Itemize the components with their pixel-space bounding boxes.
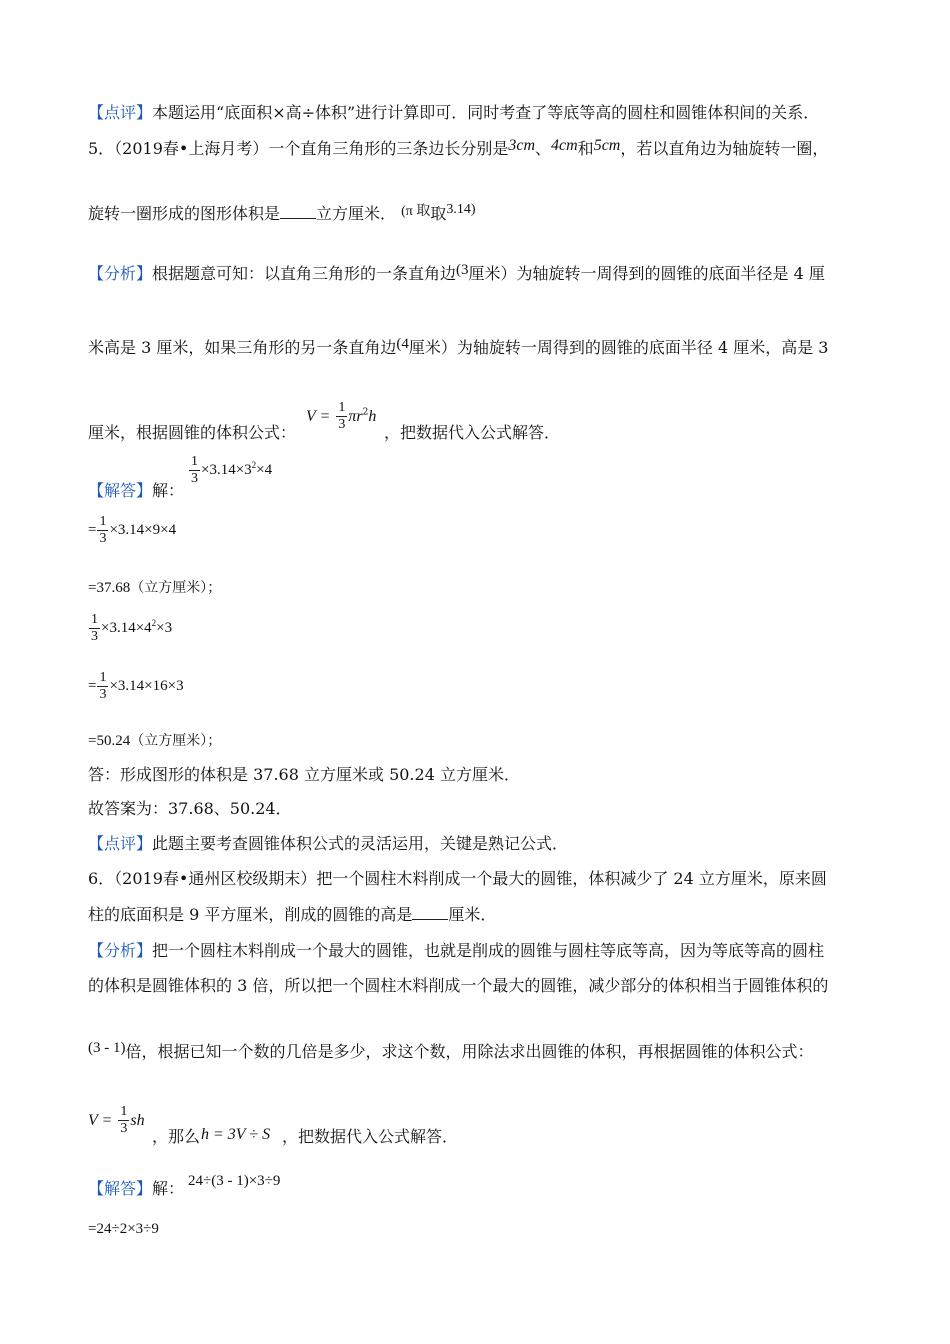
analysis-5-line-2: [88, 337, 828, 360]
question-6-line-2: [88, 904, 496, 926]
analysis-6-line-2: 的体积是圆锥体积的 3 倍，所以把一个圆柱木料削成一个最大的圆锥，减少部分的体积相当于圆锥体积的: [88, 976, 829, 995]
cone-formula-2: [88, 1104, 145, 1137]
formula-h: h: [368, 408, 377, 425]
q5-take: 取: [430, 204, 447, 223]
analysis-text-3: 米高是 3 厘米，如果三角形的另一条直角边: [88, 338, 397, 357]
q5-314: 3.14): [446, 202, 476, 217]
question-6-line-1: 6．（2019春•通州区校级期末）把一个圆柱木料削成一个最大的圆锥，体积减少了 24 立方厘米，原来圆: [88, 869, 827, 888]
formula-v: V =: [88, 1112, 113, 1129]
solution-expr-2: =24÷2×3÷9: [88, 1221, 159, 1237]
frac-num: 1: [99, 514, 107, 529]
q5-sep: 、: [535, 139, 552, 158]
expr-1-body: ×3.14×3: [201, 462, 252, 478]
q5-and: 和: [577, 139, 594, 158]
analysis-text-6: ，把数据代入公式解答．: [384, 423, 561, 442]
analysis-3: (3: [456, 262, 469, 278]
expr-1-sq: 2: [251, 460, 257, 470]
expr-1-frac: [189, 454, 200, 487]
result-1-unit: （立方厘米）；: [130, 580, 222, 596]
frac-num: 1: [338, 400, 346, 415]
solution-jie: 解：: [152, 481, 185, 500]
solution-tag: 【解答】: [88, 1179, 153, 1198]
analysis-6-line-1: [88, 940, 824, 962]
review-line-q4: [88, 102, 819, 124]
answer-line: 答：形成图形的体积是 37.68 立方厘米或 50.24 立方厘米．: [88, 765, 520, 784]
analysis-tag: 【分析】: [88, 264, 153, 283]
result-2-value: =50.24: [88, 733, 131, 749]
eq: =: [88, 677, 97, 694]
eq: =: [88, 521, 97, 538]
analysis-text-5: 厘米，根据圆锥的体积公式：: [88, 423, 297, 442]
review-tag: 【点评】: [88, 834, 153, 853]
q5-pi: (π 取: [401, 204, 431, 219]
frac-den: 3: [91, 629, 98, 645]
analysis-6-line-3: [88, 1041, 814, 1064]
analysis-text-4: 厘米）为轴旋转一周得到的圆锥的底面半径 4 厘米，高是 3: [408, 338, 829, 357]
question-5-line-2: [88, 203, 476, 227]
expr-5-body: ×3.14×16×3: [109, 677, 184, 694]
final-answer-line: 故答案为：37.68、50.24．: [88, 799, 292, 818]
analysis-5-line-1: [88, 263, 825, 286]
solution-jie: 解：: [152, 1179, 185, 1198]
frac-num: 1: [120, 1104, 128, 1119]
frac-den: 3: [338, 417, 346, 432]
expr-1: [188, 454, 272, 487]
analysis-text: 把一个圆柱木料削成一个最大的圆锥，也就是削成的圆锥与圆柱等底等高，因为等底等高的圆柱: [152, 941, 825, 960]
formula-fraction: [118, 1104, 129, 1137]
frac-den: 3: [99, 687, 107, 702]
frac-num: 1: [99, 670, 107, 685]
analysis-tag: 【分析】: [88, 941, 153, 960]
analysis-text-4: ，那么: [152, 1127, 201, 1146]
frac-den: 3: [120, 1121, 128, 1136]
frac-num: 1: [191, 454, 198, 470]
expr-5: [88, 670, 184, 703]
frac-den: 3: [99, 531, 107, 546]
q5-5cm: 5cm: [593, 137, 621, 154]
expr-4-frac: [89, 612, 100, 645]
solution-expr-1: 24÷(3 - 1)×3÷9: [188, 1173, 281, 1189]
expr-5-frac: [97, 670, 108, 703]
formula-fraction: [336, 400, 347, 433]
frac-den: 3: [191, 471, 198, 487]
expr-2-frac: [97, 514, 108, 547]
formula-h: h = 3V ÷ S: [201, 1126, 271, 1143]
expr-4: [88, 612, 172, 645]
q5-3cm: 3cm: [508, 137, 535, 154]
result-1: [88, 576, 221, 599]
frac-num: 1: [91, 612, 98, 628]
solution-label: [88, 480, 184, 502]
review-line-q5: [88, 833, 568, 855]
q5-unit: 立方厘米．: [316, 204, 397, 223]
expr-2: [88, 514, 176, 547]
analysis-text-2: 厘米）为轴旋转一周得到的圆锥的底面半径是 4 厘: [468, 264, 825, 283]
answer-blank: [412, 905, 448, 920]
cone-volume-formula: [306, 400, 376, 433]
review-text: 此题主要考查圆锥体积公式的灵活运用，关键是熟记公式．: [152, 834, 569, 853]
answer-blank: [280, 204, 316, 219]
analysis-4: (4: [396, 336, 409, 352]
formula-v: V =: [306, 408, 331, 425]
analysis-3-minus-1: (3 - 1): [88, 1040, 126, 1056]
analysis-text-3: 倍，根据已知一个数的几倍是多少，求这个数，用除法求出圆锥的体积，再根据圆锥的体积公式：: [125, 1042, 814, 1061]
q5-4cm: 4cm: [551, 137, 578, 154]
expr-4-end: ×3: [156, 620, 173, 636]
solution-label: [88, 1178, 184, 1200]
review-text: 本题运用“底面积×高÷体积”进行计算即可．同时考查了等底等高的圆柱和圆锥体积间的关系．: [152, 103, 820, 122]
result-2-unit: （立方厘米）；: [130, 733, 222, 749]
q6-unit: 厘米．: [448, 905, 497, 924]
review-tag: 【点评】: [88, 103, 153, 122]
q5-text: 5．（2019春•上海月考）一个直角三角形的三条边长分别是: [88, 139, 509, 158]
formula-sq: 2: [362, 407, 369, 418]
solution-tag: 【解答】: [88, 481, 153, 500]
formula-pir: πr: [348, 408, 363, 425]
result-1-value: =37.68: [88, 580, 131, 596]
q5-text-end: ，若以直角边为轴旋转一圈，: [620, 139, 829, 158]
expr-4-sq: 2: [151, 618, 157, 628]
expr-1-end: ×4: [256, 462, 273, 478]
expr-4-body: ×3.14×4: [101, 620, 152, 636]
analysis-text-5: ，把数据代入公式解答．: [282, 1127, 459, 1146]
q6-text: 柱的底面积是 9 平方厘米，削成的圆锥的高是: [88, 905, 413, 924]
result-2: [88, 729, 221, 752]
question-5-line-1: [88, 138, 828, 161]
expr-2-body: ×3.14×9×4: [109, 521, 177, 538]
analysis-text: 根据题意可知：以直角三角形的一条直角边: [152, 264, 457, 283]
q5-text-2: 旋转一圈形成的图形体积是: [88, 204, 281, 223]
formula-sh: sh: [130, 1112, 145, 1129]
